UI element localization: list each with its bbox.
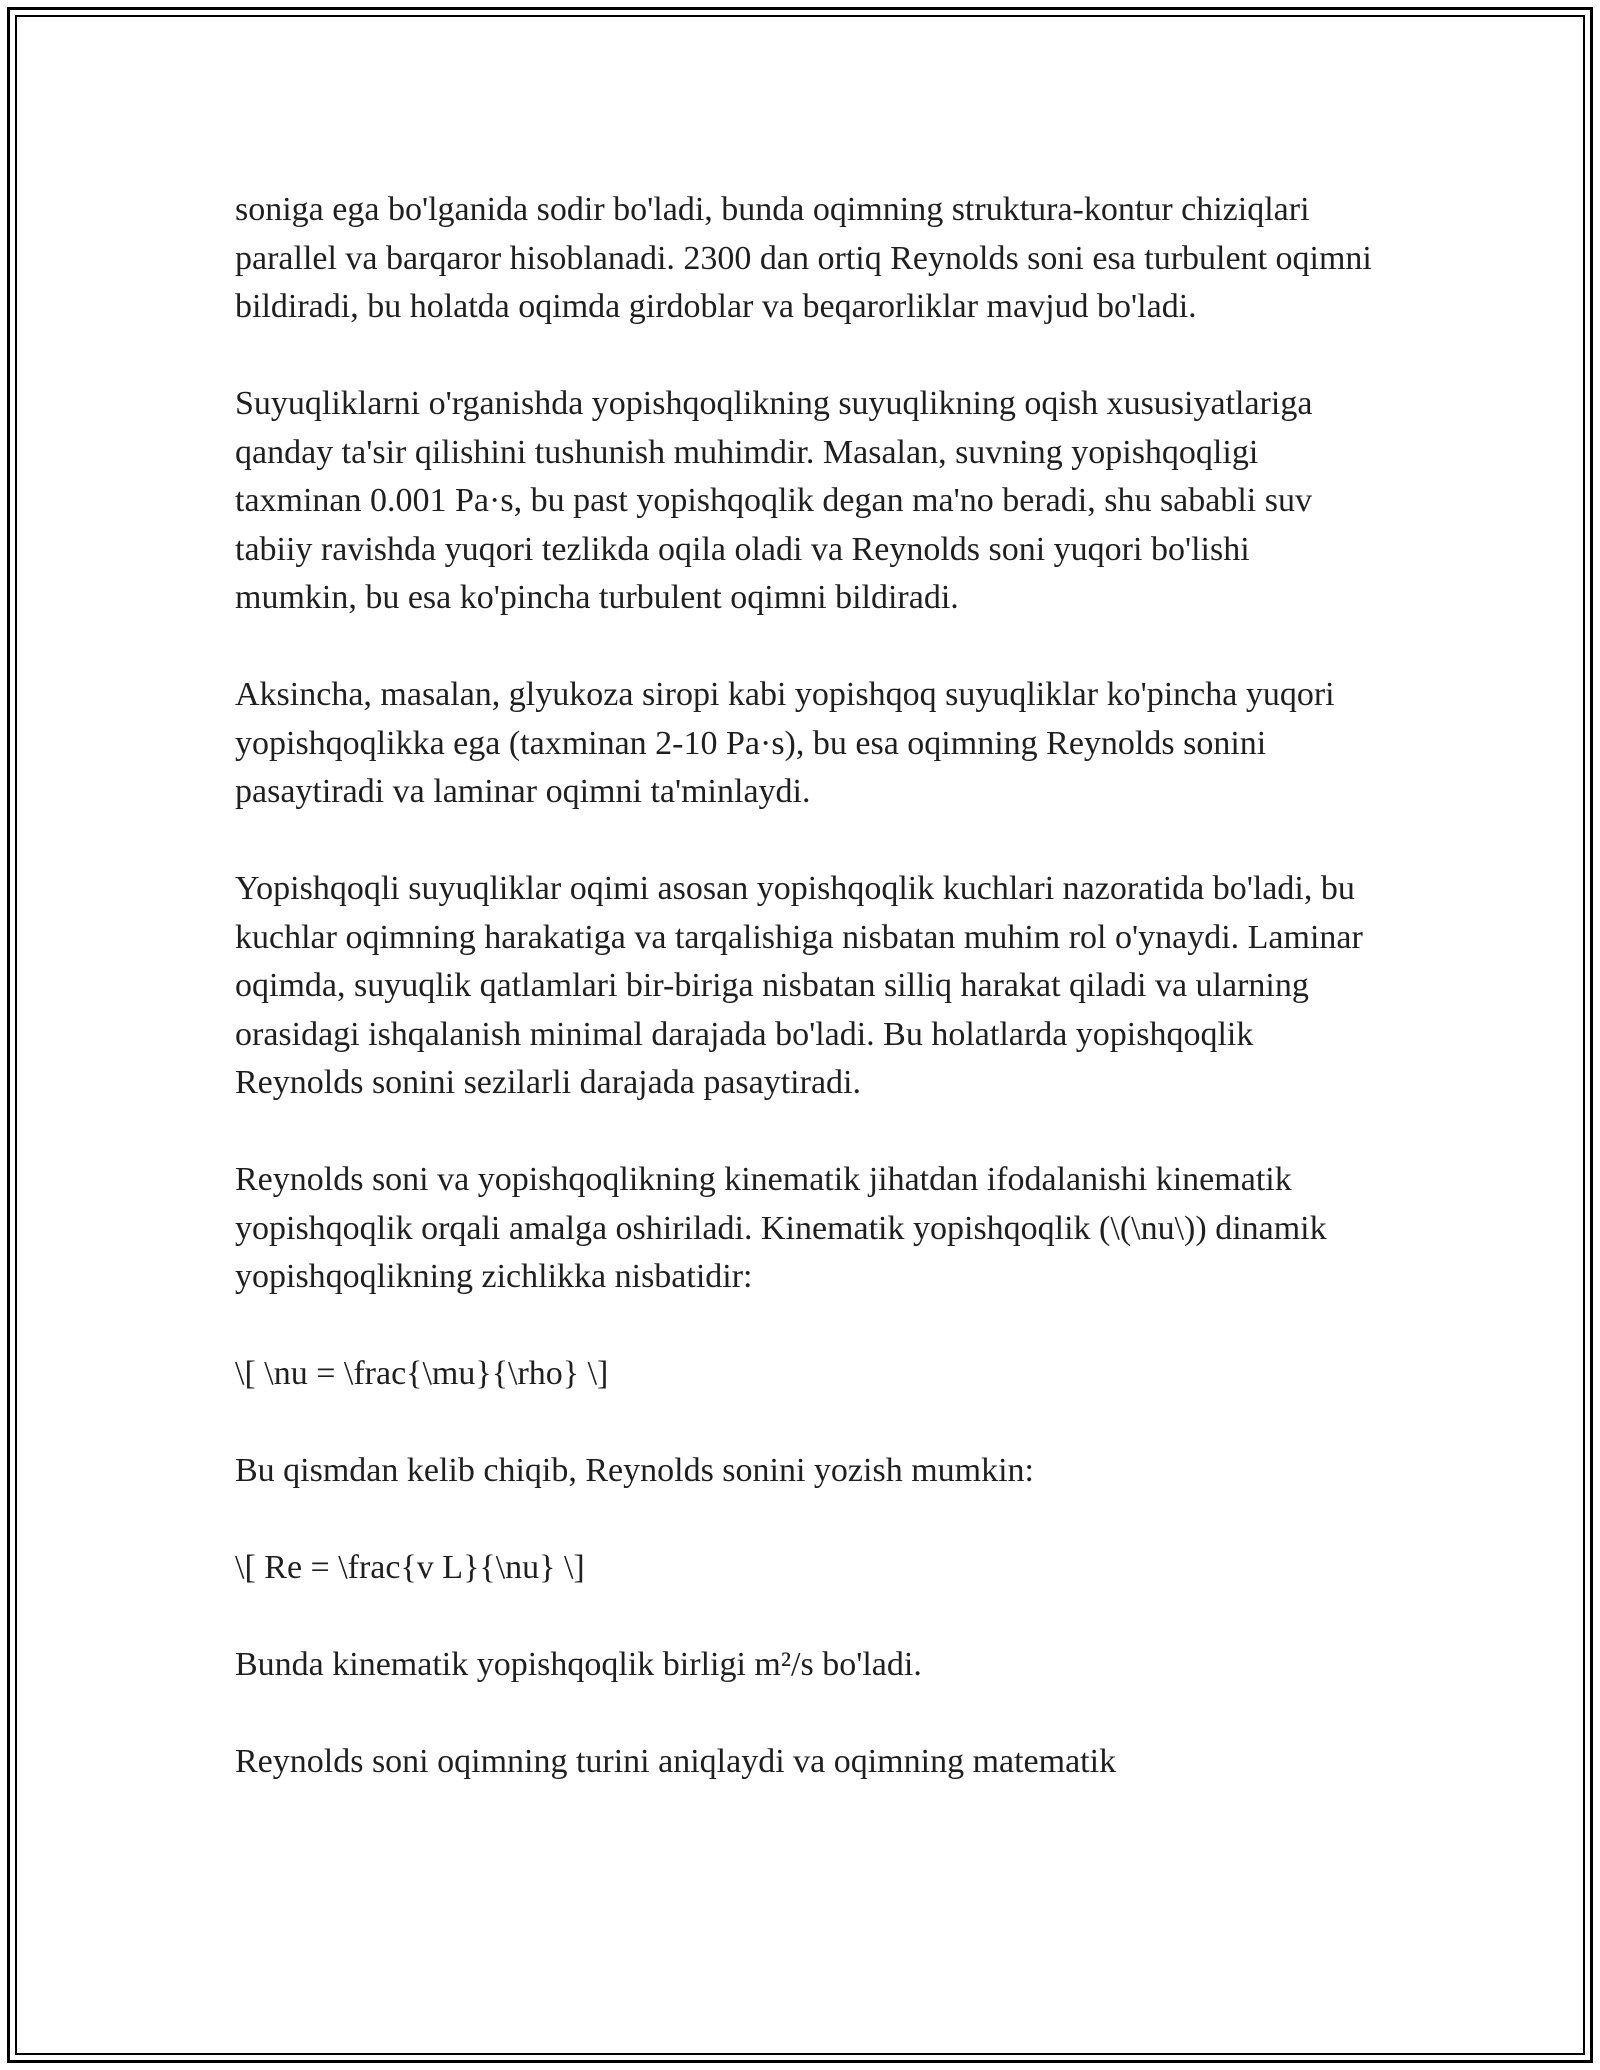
document-body	[235, 186, 1375, 1835]
paragraph-viscous-flow: Yopishqoqli suyuqliklar oqimi asosan yopishqoqlik kuchlari nazoratida bo'ladi, bu kuchlar oqimning harakatiga va tarqalishiga nisbatan muhim rol o'ynaydi. Laminar oqimda, suyuqlik qatlamlari bir-biriga nisbatan silliq harakat qiladi va ularning orasidagi ishqalanish minimal darajada bo'ladi. Bu holatlarda yopishqoqlik Reynolds sonini sezilarli darajada pasaytiradi.	[235, 870, 1363, 1101]
paragraph-units: Bunda kinematik yopishqoqlik birligi m²/s bo'ladi.	[235, 1646, 922, 1683]
formula-reynolds-number: \[ Re = \frac{v L}{\nu} \]	[235, 1549, 585, 1586]
formula-kinematic-viscosity: \[ \nu = \frac{\mu}{\rho} \]	[235, 1355, 609, 1392]
paragraph-continuation: Reynolds soni oqimning turini aniqlaydi va oqimning matematik	[235, 1743, 1117, 1780]
paragraph-water-viscosity: Suyuqliklarni o'rganishda yopishqoqlikning suyuqlikning oqish xususiyatlariga qanday ta'sir qilishini tushunish muhimdir. Masalan, suvning yopishqoqligi taxminan 0.001 Pa·s, bu past yopishqoqlik degan ma'no beradi, shu sababli suv tabiiy ravishda yuqori tezlikda oqila oladi va Reynolds soni yuqori bo'lishi mumkin, bu esa ko'pincha turbulent oqimni bildiradi.	[235, 385, 1313, 616]
paragraph-laminar-turbulent: soniga ega bo'lganida sodir bo'ladi, bunda oqimning struktura-kontur chiziqlari parallel va barqaror hisoblanadi. 2300 dan ortiq Reynolds soni esa turbulent oqimni bildiradi, bu holatda oqimda girdoblar va beqarorliklar mavjud bo'ladi.	[235, 191, 1372, 325]
paragraph-reynolds-intro: Bu qismdan kelib chiqib, Reynolds sonini yozish mumkin:	[235, 1452, 1034, 1489]
paragraph-glucose-syrup: Aksincha, masalan, glyukoza siropi kabi yopishqoq suyuqliklar ko'pincha yuqori yopishqoqlikka ega (taxminan 2-10 Pa·s), bu esa oqimning Reynolds sonini pasaytiradi va laminar oqimni ta'minlaydi.	[235, 676, 1335, 810]
paragraph-kinematic-viscosity: Reynolds soni va yopishqoqlikning kinematik jihatdan ifodalanishi kinematik yopishqoqlik orqali amalga oshiriladi. Kinematik yopishqoqlik (\(\nu\)) dinamik yopishqoqlikning zichlikka nisbatidir:	[235, 1161, 1327, 1295]
